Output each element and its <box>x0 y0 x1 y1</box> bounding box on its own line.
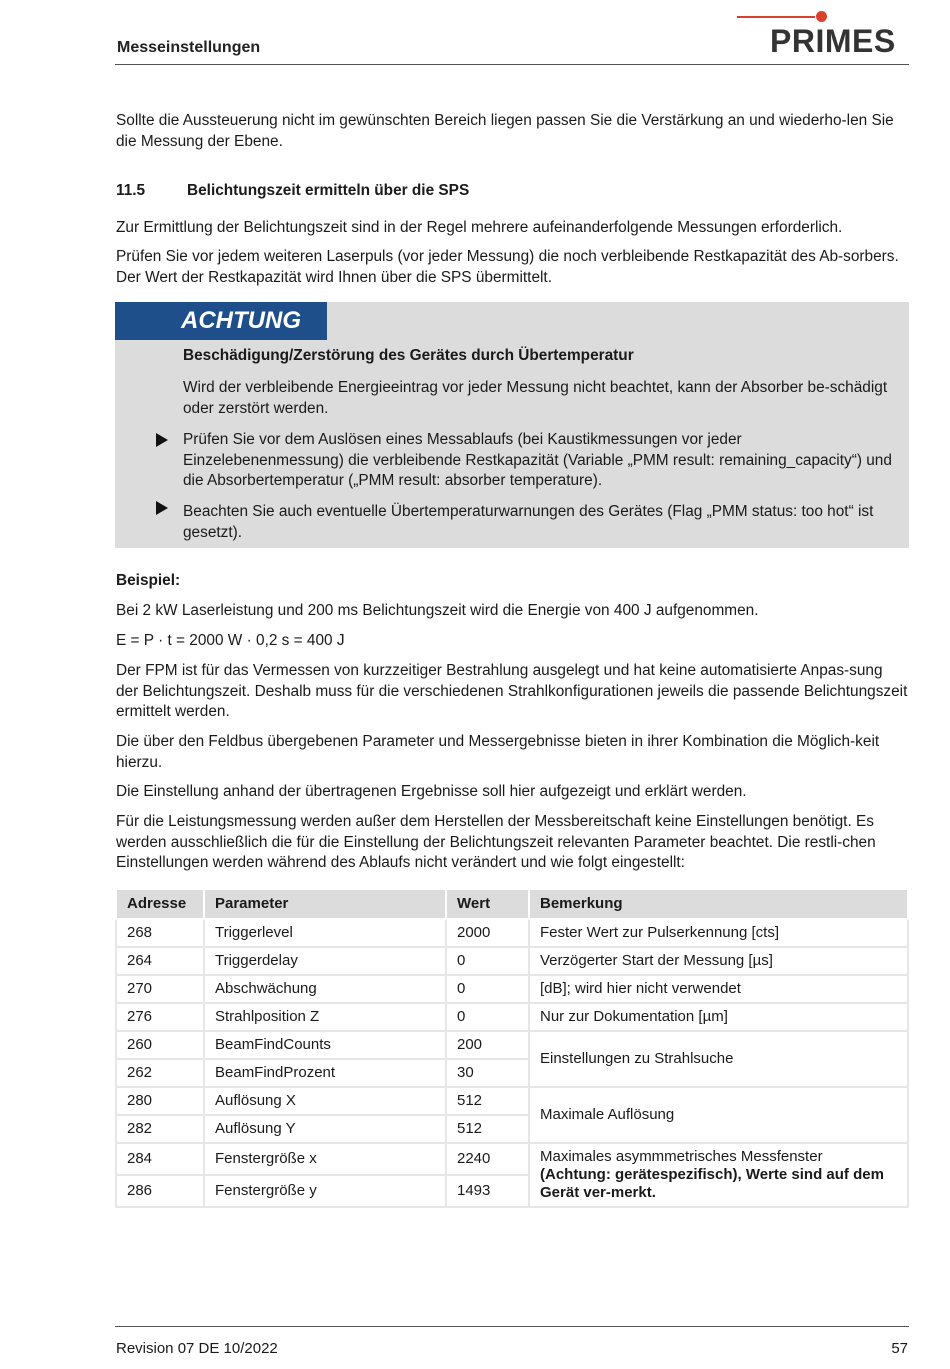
cell-value: 2240 <box>446 1143 529 1175</box>
paragraph-4: Die über den Feldbus übergebenen Parameter und Messergebnisse bieten in ihrer Kombination die Möglich-keit hierzu. <box>116 733 880 771</box>
cell-address: 262 <box>116 1059 204 1087</box>
cell-value: 0 <box>446 1003 529 1031</box>
warning-tag <box>115 302 327 340</box>
paragraph-2: Prüfen Sie vor jedem weiteren Laserpuls (vor jeder Messung) die noch verbleibende Restkapazität des Ab-sorbers. Der Wert der Restkapazität wird Ihnen über die SPS übermittelt. <box>116 248 899 286</box>
cell-address: 268 <box>116 919 204 947</box>
table-row <box>116 1087 908 1115</box>
footer-revision: Revision 07 DE 10/2022 <box>116 1340 278 1357</box>
example-label: Beispiel: <box>116 572 181 589</box>
cell-value: 2000 <box>446 919 529 947</box>
cell-address: 284 <box>116 1143 204 1175</box>
section-number: 11.5 <box>116 182 146 199</box>
cell-value: 0 <box>446 975 529 1003</box>
cell-address: 260 <box>116 1031 204 1059</box>
cell-parameter: Fenstergröße x <box>204 1143 446 1175</box>
warning-bullet-1: Prüfen Sie vor dem Auslösen eines Messablaufs (bei Kaustikmessungen vor jeder Einzelebenenmessung) die verbleibende Restkapazität (Variable „PMM result: remaining_capacity“) und die Absorbertemperatur („PMM result: absorber temperature). <box>183 431 892 489</box>
remark-text: Maximales asymmmetrisches Messfenster <box>540 1148 823 1165</box>
cell-value: 1493 <box>446 1175 529 1207</box>
paragraph-3: Der FPM ist für das Vermessen von kurzzeitiger Bestrahlung ausgelegt und hat keine automatisierte Anpas-sung der Belichtungszeit. Deshalb muss für die verschiedenen Strahlkonfigurationen jeweils die passende Belichtungszeit ermittelt werden. <box>116 662 908 720</box>
section-title: Belichtungszeit ermitteln über die SPS <box>187 182 470 199</box>
table-row <box>116 1031 908 1059</box>
column-header-value: Wert <box>446 889 529 919</box>
bullet-arrow-icon <box>156 501 168 515</box>
page-header-title: Messeinstellungen <box>117 39 261 56</box>
cell-value: 200 <box>446 1031 529 1059</box>
cell-address: 270 <box>116 975 204 1003</box>
cell-remark: Verzögerter Start der Messung [µs] <box>529 947 908 975</box>
intro-paragraph: Sollte die Aussteuerung nicht im gewünschten Bereich liegen passen Sie die Verstärkung an und wiederho-len Sie die Messung der Ebene. <box>116 112 894 150</box>
cell-parameter: Strahlposition Z <box>204 1003 446 1031</box>
cell-parameter: Fenstergröße y <box>204 1175 446 1207</box>
table-row <box>116 975 908 1003</box>
header-divider <box>115 64 909 65</box>
table-row <box>116 1143 908 1175</box>
cell-remark: Maximale Auflösung <box>529 1087 908 1143</box>
cell-parameter: Auflösung Y <box>204 1115 446 1143</box>
cell-remark <box>529 1143 908 1207</box>
cell-address: 286 <box>116 1175 204 1207</box>
table-row <box>116 947 908 975</box>
table-header-row <box>116 889 908 919</box>
example-line: Bei 2 kW Laserleistung und 200 ms Belichtungszeit wird die Energie von 400 J aufgenommen. <box>116 602 759 619</box>
primes-logo: PRIMES <box>770 23 896 59</box>
table-row <box>116 1003 908 1031</box>
cell-address: 282 <box>116 1115 204 1143</box>
page-number: 57 <box>891 1340 908 1357</box>
warning-tag-label: ACHTUNG <box>181 307 301 334</box>
cell-parameter: BeamFindProzent <box>204 1059 446 1087</box>
warning-heading: Beschädigung/Zerstörung des Gerätes durch Übertemperatur <box>183 347 634 364</box>
cell-address: 280 <box>116 1087 204 1115</box>
cell-remark: Fester Wert zur Pulserkennung [cts] <box>529 919 908 947</box>
column-header-parameter: Parameter <box>204 889 446 919</box>
footer-divider <box>115 1326 909 1327</box>
cell-remark: Nur zur Dokumentation [µm] <box>529 1003 908 1031</box>
cell-address: 264 <box>116 947 204 975</box>
remark-bold-text: (Achtung: gerätespezifisch), Werte sind auf dem Gerät ver-merkt. <box>540 1166 884 1201</box>
cell-value: 0 <box>446 947 529 975</box>
warning-text: Wird der verbleibende Energieeintrag vor jeder Messung nicht beachtet, kann der Absorber be-schädigt oder zerstört werden. <box>183 379 888 417</box>
cell-parameter: Triggerlevel <box>204 919 446 947</box>
cell-parameter: BeamFindCounts <box>204 1031 446 1059</box>
table-row <box>116 919 908 947</box>
cell-remark: Einstellungen zu Strahlsuche <box>529 1031 908 1087</box>
paragraph-1: Zur Ermittlung der Belichtungszeit sind in der Regel mehrere aufeinanderfolgende Messungen erforderlich. <box>116 219 843 236</box>
logo-accent-dot <box>816 11 827 22</box>
bullet-arrow-icon <box>156 433 168 447</box>
example-formula: E = P · t = 2000 W · 0,2 s = 400 J <box>116 632 345 649</box>
cell-address: 276 <box>116 1003 204 1031</box>
paragraph-6: Für die Leistungsmessung werden außer dem Herstellen der Messbereitschaft keine Einstellungen benötigt. Es werden ausschließlich die für die Einstellung der Belichtungszeit relevanten Parameter beachtet. Die restli-chen Einstellungen werden während des Ablaufs nicht verändert und wie folgt eingestellt: <box>116 813 876 871</box>
cell-parameter: Triggerdelay <box>204 947 446 975</box>
cell-value: 512 <box>446 1087 529 1115</box>
cell-value: 512 <box>446 1115 529 1143</box>
column-header-remark: Bemerkung <box>529 889 908 919</box>
parameter-table <box>115 888 909 1208</box>
cell-remark: [dB]; wird hier nicht verwendet <box>529 975 908 1003</box>
section-heading <box>116 181 469 202</box>
logo-accent-line <box>737 16 815 18</box>
paragraph-5: Die Einstellung anhand der übertragenen Ergebnisse soll hier aufgezeigt und erklärt werden. <box>116 783 747 800</box>
column-header-address: Adresse <box>116 889 204 919</box>
cell-value: 30 <box>446 1059 529 1087</box>
warning-bullet-2: Beachten Sie auch eventuelle Übertemperaturwarnungen des Gerätes (Flag „PMM status: too hot“ ist gesetzt). <box>183 503 874 541</box>
cell-parameter: Abschwächung <box>204 975 446 1003</box>
cell-parameter: Auflösung X <box>204 1087 446 1115</box>
